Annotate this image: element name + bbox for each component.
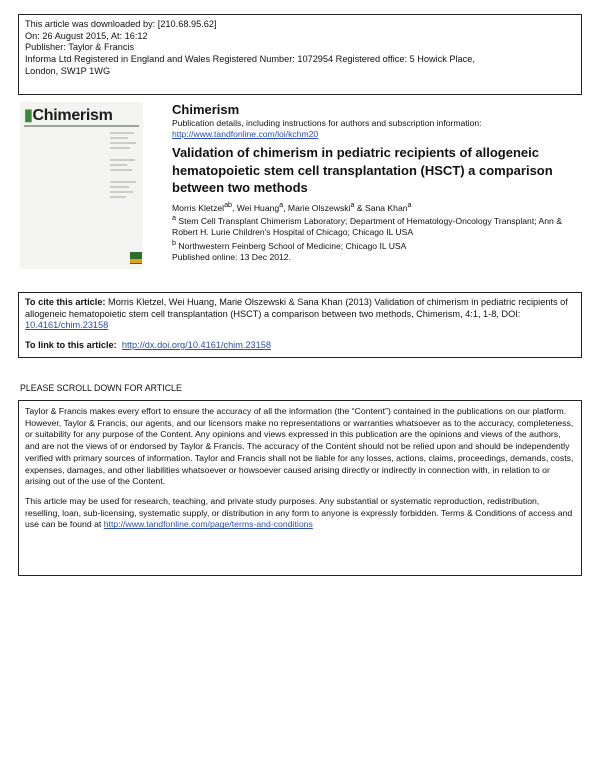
disclaimer-paragraph-2 bbox=[25, 496, 575, 531]
author-4[interactable]: & Sana Khan bbox=[354, 202, 408, 213]
cite-label: To cite this article: bbox=[25, 297, 106, 307]
disclaimer-paragraph-1: Taylor & Francis makes every effort to ensure the accuracy of all the information (the “Content”) contained in the publications on our platform. However, Taylor & Francis, our agents, and our licensors make no representations or warranties whatsoever as to the accuracy, completeness, or suitability for any purpose of the Content. Any opinions and views expressed in this publication are the opinions and views of the authors, and are not the views of or endorsed by Taylor & Francis. The accuracy of the Content should not be relied upon and should be independently verified with primary sources of information. Taylor and Francis shall not be liable for any losses, actions, claims, proceedings, demands, costs, expenses, damages, and other liabilities whatsoever or howsoever caused arising directly or indirectly in connection with, in relation to or arising out of the use of the Content. bbox=[25, 406, 574, 487]
cite-text: Morris Kletzel, Wei Huang, Marie Olszewski & Sana Khan (2013) Validation of chimerism in pediatric recipients of allogeneic hematopoietic stem cell transplantation (HSCT) a comparison between two methods, Chimerism, 4:1, 1-8, DOI: bbox=[25, 297, 568, 319]
publication-details-text: Publication details, including instructions for authors and subscription information: bbox=[172, 118, 482, 128]
download-ip-line: This article was downloaded by: [210.68.95.62] bbox=[25, 19, 217, 29]
publication-details bbox=[172, 118, 582, 140]
journal-cover-image bbox=[20, 102, 143, 269]
published-date: Published online: 13 Dec 2012. bbox=[172, 252, 291, 263]
cite-doi-link[interactable]: 10.4161/chim.23158 bbox=[25, 320, 109, 331]
author-2-affil: a bbox=[279, 200, 284, 209]
affiliation-b-text: Northwestern Feinberg School of Medicine; Chicago IL USA bbox=[175, 241, 407, 252]
journal-link[interactable]: http://www.tandfonline.com/loi/kchm20 bbox=[172, 129, 319, 139]
affiliation-b-marker: b bbox=[172, 239, 176, 248]
affiliation-a-marker: a bbox=[172, 214, 176, 223]
affiliation-b bbox=[172, 238, 582, 252]
affiliation-a bbox=[172, 213, 582, 238]
article-link-row bbox=[25, 340, 575, 352]
journal-name: Chimerism bbox=[172, 102, 240, 117]
cover-side-text bbox=[110, 132, 140, 201]
link-label: To link to this article: bbox=[25, 339, 117, 350]
registered-office-city-line: London, SW1P 1WG bbox=[25, 65, 111, 76]
author-1-affil: ab bbox=[224, 200, 233, 209]
affiliation-a-text: Stem Cell Transplant Chimerism Laboratory; Department of Hematology-Oncology Transplant; Ann & Robert H. Lurie Children's Hospital of Chicago; Chicago IL USA bbox=[172, 216, 562, 238]
download-date-line: On: 26 August 2015, At: 16:12 bbox=[25, 30, 148, 41]
citation bbox=[25, 297, 575, 332]
article-doi-link[interactable]: http://dx.doi.org/10.4161/chim.23158 bbox=[121, 339, 271, 350]
article-title: Validation of chimerism in pediatric recipients of allogeneic hematopoietic stem cell transplantation (HSCT) a comparison between two methods bbox=[172, 145, 553, 195]
author-2[interactable]: , Wei Huang bbox=[232, 202, 280, 213]
terms-link[interactable]: http://www.tandfonline.com/page/terms-and-conditions bbox=[103, 519, 313, 530]
authors bbox=[172, 199, 582, 214]
disclaimer-box bbox=[18, 400, 582, 576]
author-1[interactable]: Morris Kletzel bbox=[172, 202, 225, 213]
scroll-notice: PLEASE SCROLL DOWN FOR ARTICLE bbox=[20, 383, 182, 393]
cover-logo-text: Chimerism bbox=[32, 107, 113, 124]
author-4-affil: a bbox=[407, 200, 412, 209]
article-header bbox=[172, 102, 582, 263]
cover-logo: ▮Chimerism bbox=[24, 107, 113, 124]
cover-strip bbox=[24, 125, 139, 127]
publisher-line: Publisher: Taylor & Francis bbox=[25, 42, 135, 53]
disclaimer-paragraph-2-text: This article may be used for research, teaching, and private study purposes. Any substantial or systematic reproduction, redistribution, reselling, loan, sub-licensing, systematic supply, or distribution in any form to anyone is expressly forbidden. Terms & Conditions of access and use can be found at bbox=[25, 495, 573, 530]
author-3-affil: a bbox=[350, 200, 355, 209]
author-3[interactable]: , Marie Olszewski bbox=[283, 202, 351, 213]
citation-box bbox=[18, 292, 582, 358]
publisher-badge-stripe bbox=[130, 259, 142, 263]
download-info-box bbox=[18, 14, 582, 95]
registered-office-line: Informa Ltd Registered in England and Wales Registered Number: 1072954 Registered office: 5 Howick Place, bbox=[25, 54, 475, 65]
